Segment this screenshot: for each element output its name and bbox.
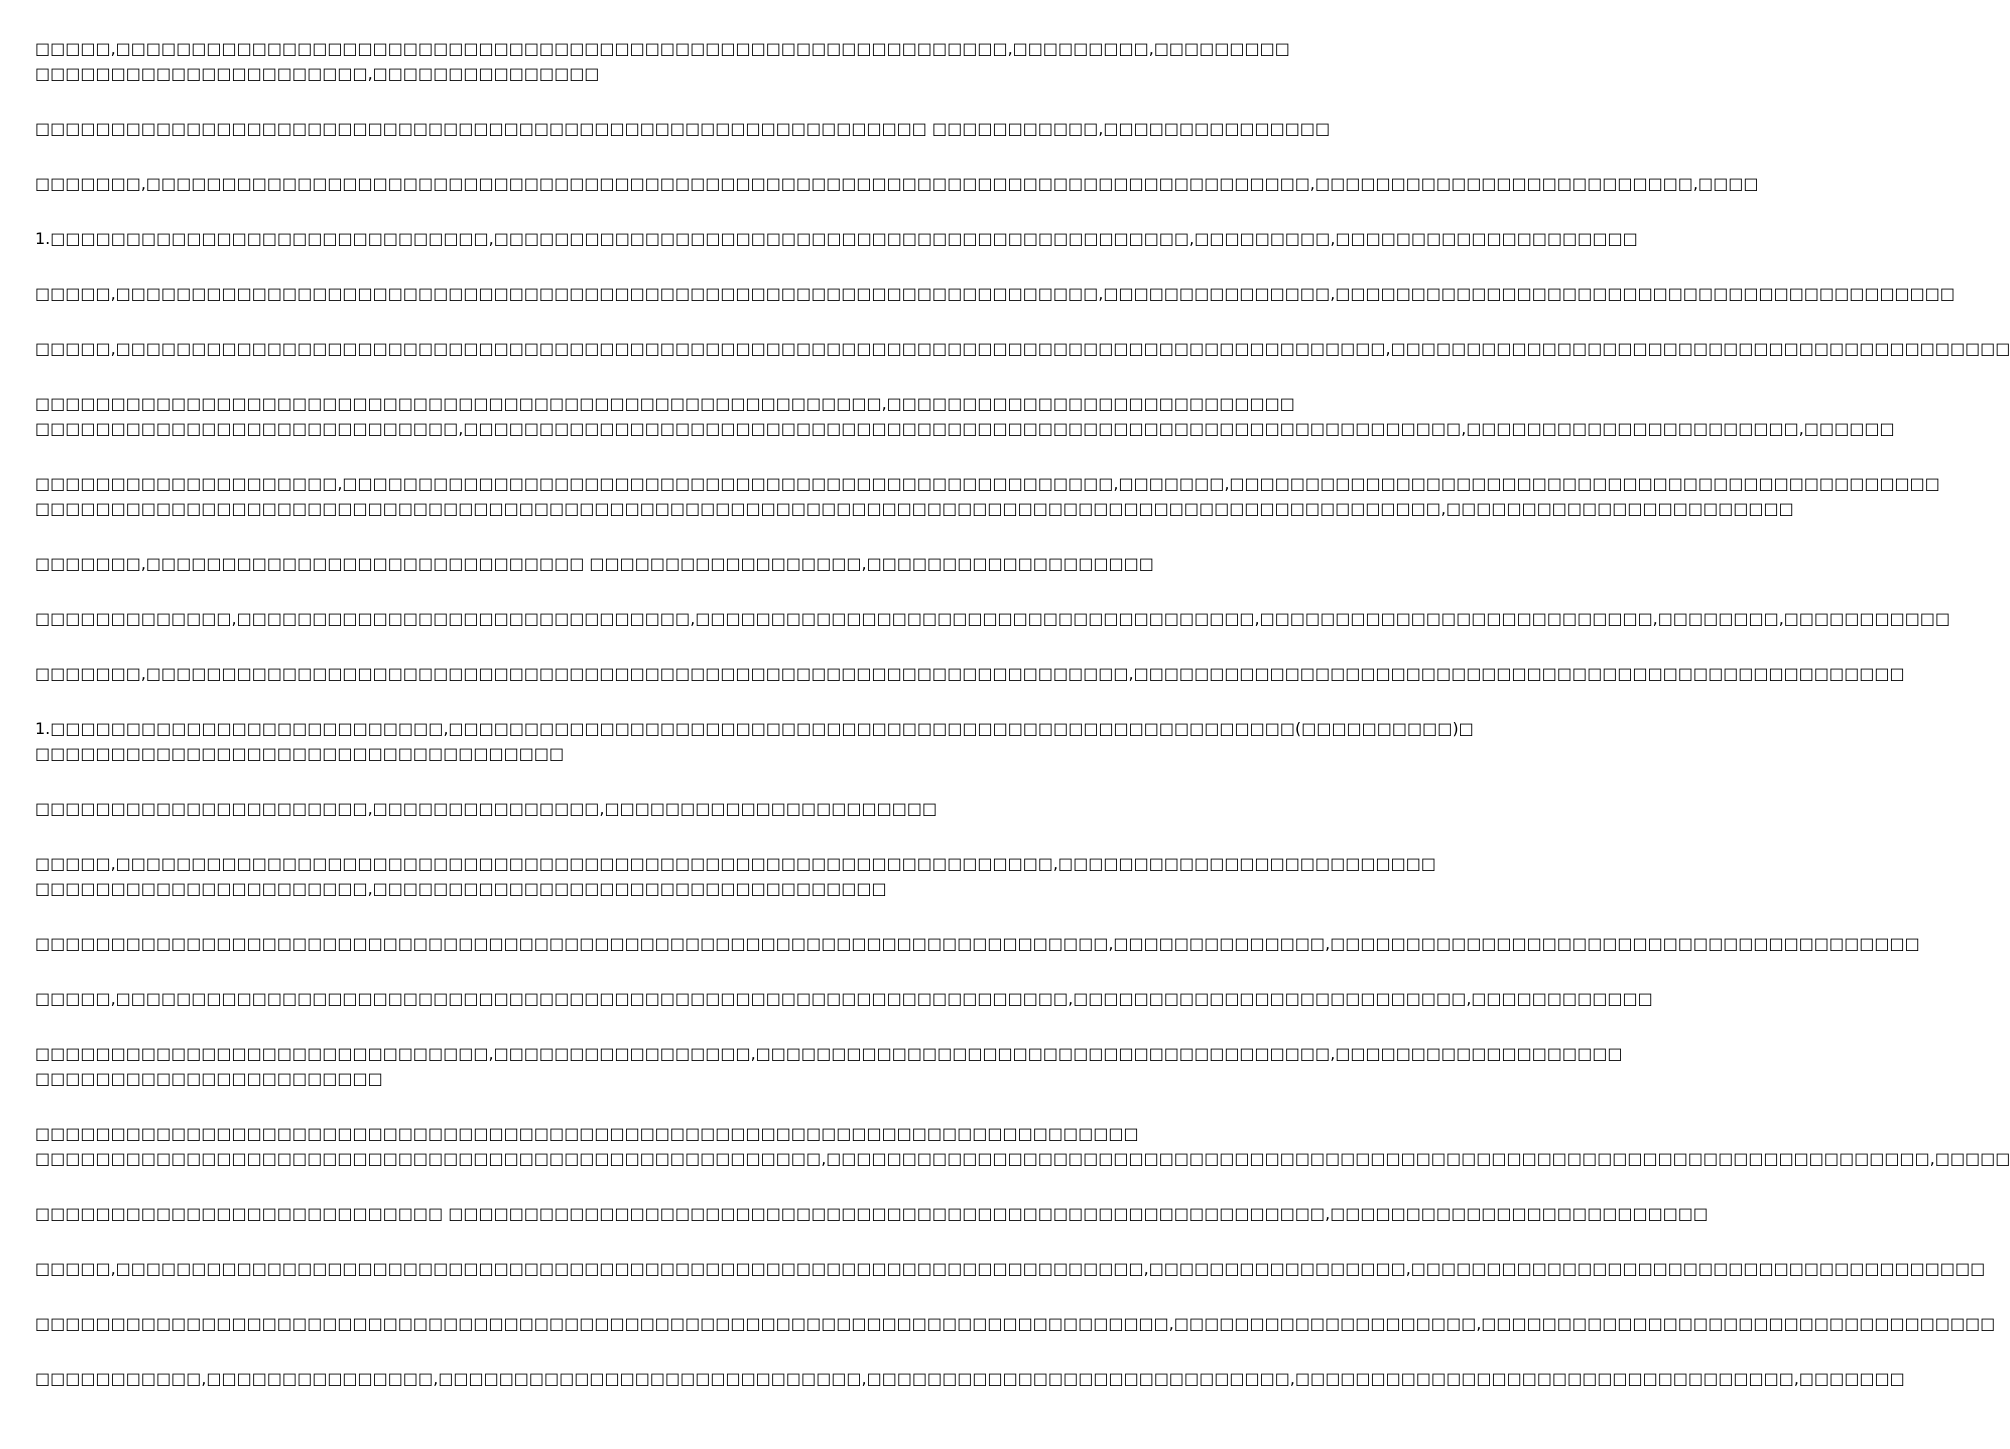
text-line: □□□□□□□□□□□□□,□□□□□□□□□□□□□□□□□□□□□□□□□□□□□□,□□□□□□□□□□□□□□□□□□□□□□□□□□□□□□□□□□□□□,□□□□□□□□□□□□□□□□□□□□□□□□□□,□□□□□□□□,□□□□□□□□□□□ — [35, 609, 1951, 628]
text-line: □□□□□□□□□□□□□□□□□□□□□□□□□□□□,□□□□□□□□□□□□□□□□□□□□□□□□□□□□□□□□□□□□□□□□□□□□□□□□□□□□□□□□□□□□□□□□□□,□□□□□□□□□□□□□□□□□□□□□□,□□□□□□ — [35, 419, 1895, 438]
text-line: □□□□□□□,□□□□□□□□□□□□□□□□□□□□□□□□□□□□□□□□□□□□□□□□□□□□□□□□□□□□□□□□□□□□□□□□□,□□□□□□□□□□□□□□□□□□□□□□□□□□□□□□□□□□□□□□□□□□□□□□□□□□□ — [35, 664, 1905, 683]
paragraph — [35, 336, 2010, 361]
paragraph — [35, 1311, 1996, 1336]
paragraph — [35, 391, 1895, 441]
text-line: □□□□□□□□□□□□□□□□□□□□,□□□□□□□□□□□□□□□□□□□□□□□□□□□□□□□□□□□□□□□□□□□□□□□□□□□,□□□□□□□,□□□□□□□□□□□□□□□□□□□□□□□□□□□□□□□□□□□□□□□□□□□□□□□ — [35, 474, 1940, 493]
text-line: □□□□□□□□□□□□□□□□□□□□□□□□□□□ □□□□□□□□□□□□□□□□□□□□□□□□□□□□□□□□□□□□□□□□□□□□□□□□□□□□□□□□□□,□□□□□□□□□□□□□□□□□□□□□□□□□ — [35, 1204, 1709, 1223]
document-body — [35, 36, 2010, 1421]
text-line: □□□□□□□□□□□□□□□□□□□□□□,□□□□□□□□□□□□□□□,□□□□□□□□□□□□□□□□□□□□□□ — [35, 799, 938, 818]
paragraph — [35, 1041, 1623, 1091]
text-line: □□□□□,□□□□□□□□□□□□□□□□□□□□□□□□□□□□□□□□□□□□□□□□□□□□□□□□□□□□□□□□□□□□□□,□□□□□□□□□□□□□□□□□□□□□□□□□ — [35, 854, 1436, 873]
text-line: □□□□□,□□□□□□□□□□□□□□□□□□□□□□□□□□□□□□□□□□□□□□□□□□□□□□□□□□□□□□□□□□□□□□□,□□□□□□□□□□□□□□□□□□□□□□□□□□,□□□□□□□□□□□□ — [35, 989, 1653, 1008]
text-line: □□□□□□□,□□□□□□□□□□□□□□□□□□□□□□□□□□□□□ □□□□□□□□□□□□□□□□□□,□□□□□□□□□□□□□□□□□□□ — [35, 554, 1154, 573]
paragraph — [35, 661, 1905, 686]
text-line: □□□□□,□□□□□□□□□□□□□□□□□□□□□□□□□□□□□□□□□□□□□□□□□□□□□□□□□□□□□□□□□□□□□□□□□□□□,□□□□□□□□□□□□□□□□□,□□□□□□□□□□□□□□□□□□□□□□□□□□□□□□□□□□□□□□ — [35, 1259, 1986, 1278]
paragraph — [35, 606, 1951, 631]
paragraph — [35, 116, 1331, 141]
text-line: □□□□□□□□□□□□□□□□□□□□□□□□□□□□□□□□□□□□□□□□□□□□□□□□□□□□□□□□□□□□□□□□□□□□□□□□□ — [35, 1124, 1139, 1143]
text-line: □□□□□□□□□□□□□□□□□□□□□□□ — [35, 1069, 383, 1088]
paragraph — [35, 986, 1653, 1011]
paragraph — [35, 551, 1154, 576]
paragraph — [35, 36, 1290, 86]
text-line: □□□□□□□□□□□□□□□□□□□□□□□□□□□□□□□□□□□□□□□□□□□□□□□□□□□□□□□□□□□□□□□□□□□□□□□,□□□□□□□□□□□□□□,□□□□□□□□□□□□□□□□□□□□□□□□□□□□□□□□□□□□□□□ — [35, 934, 1920, 953]
text-line: □□□□□,□□□□□□□□□□□□□□□□□□□□□□□□□□□□□□□□□□□□□□□□□□□□□□□□□□□□□□□□□□□□□□□□□,□□□□□□□□□□□□□□□,□□□□□□□□□□□□□□□□□□□□□□□□□□□□□□□□□□□□□□□□□ — [35, 284, 1956, 303]
paragraph — [35, 851, 1436, 901]
text-line: □□□□□□□□□□□□□□□□□□□□□□□□□□□□□□□□□□□□□□□□□□□□□□□□□□□□□□□□□□□□□□□□□□□□□□□□□□□,□□□□□□□□□□□□□□□□□□□□,□□□□□□□□□□□□□□□□□□□□□□□□□□□□□□□□□□ — [35, 1314, 1996, 1333]
text-line: □□□□□□□□□□□□□□□□□□□□□□□□□□□□□□□□□□□□□□□□□□□□□□□□□□□□□□□□□□□□□□□□□□□□□□□□□□□□□□□□□□□□□□□□□□□□□,□□□□□□□□□□□□□□□□□□□□□□□ — [35, 499, 1794, 518]
text-line: □□□□□□□□□□□□□□□□□□□□□□□□□□□□□□□□□□□ — [35, 744, 565, 763]
paragraph — [35, 716, 1474, 766]
paragraph — [35, 171, 1759, 196]
text-line: □□□□□□□□□□□□□□□□□□□□□□□□□□□□□□□□□□□□□□□□□□□□□□□□□□□□□□□□□□□ □□□□□□□□□□□,□□□□□□□□□□□□□□□ — [35, 119, 1331, 138]
paragraph — [35, 226, 1638, 251]
text-line: □□□□□,□□□□□□□□□□□□□□□□□□□□□□□□□□□□□□□□□□□□□□□□□□□□□□□□□□□□□□□□□□□□□□□□□□□□□□□□□□□□□□□□□□□□,□□□□□□□□□□□□□□□□□□□□□□□□□□□□□□□□□□□□□□□□□ — [35, 339, 2010, 358]
text-line: □□□□□□□,□□□□□□□□□□□□□□□□□□□□□□□□□□□□□□□□□□□□□□□□□□□□□□□□□□□□□□□□□□□□□□□□□□□□□□□□□□□□□,□□□□□□□□□□□□□□□□□□□□□□□□□,□□□□ — [35, 174, 1759, 193]
text-line: □□□□□□□□□□□□□□□□□□□□□□□□□□□□□□□□□□□□□□□□□□□□□□□□□□□□,□□□□□□□□□□□□□□□□□□□□□□□□□□□□□□□□□□□□□□□□□□□□□□□□□□□□□□□□□□□□□□□□□□□□□□□□□,□□□□□ — [35, 1149, 2010, 1168]
text-line: □□□□□□□□□□□,□□□□□□□□□□□□□□□,□□□□□□□□□□□□□□□□□□□□□□□□□□□□,□□□□□□□□□□□□□□□□□□□□□□□□□□□□,□□□□□□□□□□□□□□□□□□□□□□□□□□□□□□□□□,□□□□□□□ — [35, 1369, 1905, 1388]
text-line: □□□□□□□□□□□□□□□□□□□□□□□□□□□□□□,□□□□□□□□□□□□□□□□□,□□□□□□□□□□□□□□□□□□□□□□□□□□□□□□□□□□□□□□,□□□□□□□□□□□□□□□□□□□ — [35, 1044, 1623, 1063]
paragraph — [35, 931, 1920, 956]
paragraph — [35, 1201, 1709, 1226]
text-line: □□□□□□□□□□□□□□□□□□□□□□□□□□□□□□□□□□□□□□□□□□□□□□□□□□□□□□□□,□□□□□□□□□□□□□□□□□□□□□□□□□□□ — [35, 394, 1295, 413]
text-line: 1.□□□□□□□□□□□□□□□□□□□□□□□□□□,□□□□□□□□□□□□□□□□□□□□□□□□□□□□□□□□□□□□□□□□□□□□□□□□□□□□□□□□(□□□□□□□□□□)□ — [35, 719, 1474, 738]
text-line: 1.□□□□□□□□□□□□□□□□□□□□□□□□□□□□□,□□□□□□□□□□□□□□□□□□□□□□□□□□□□□□□□□□□□□□□□□□□□□□,□□□□□□□□□,□□□□□□□□□□□□□□□□□□□□ — [35, 229, 1638, 248]
paragraph — [35, 471, 1940, 521]
text-line: □□□□□,□□□□□□□□□□□□□□□□□□□□□□□□□□□□□□□□□□□□□□□□□□□□□□□□□□□□□□□□□□□,□□□□□□□□□,□□□□□□□□□ — [35, 39, 1290, 58]
paragraph — [35, 1121, 2010, 1171]
text-line: □□□□□□□□□□□□□□□□□□□□□□,□□□□□□□□□□□□□□□□□□□□□□□□□□□□□□□□□□ — [35, 879, 887, 898]
paragraph — [35, 281, 1956, 306]
paragraph — [35, 1256, 1986, 1281]
text-line: □□□□□□□□□□□□□□□□□□□□□□,□□□□□□□□□□□□□□□ — [35, 64, 600, 83]
paragraph — [35, 796, 990, 821]
paragraph — [35, 1366, 1905, 1391]
